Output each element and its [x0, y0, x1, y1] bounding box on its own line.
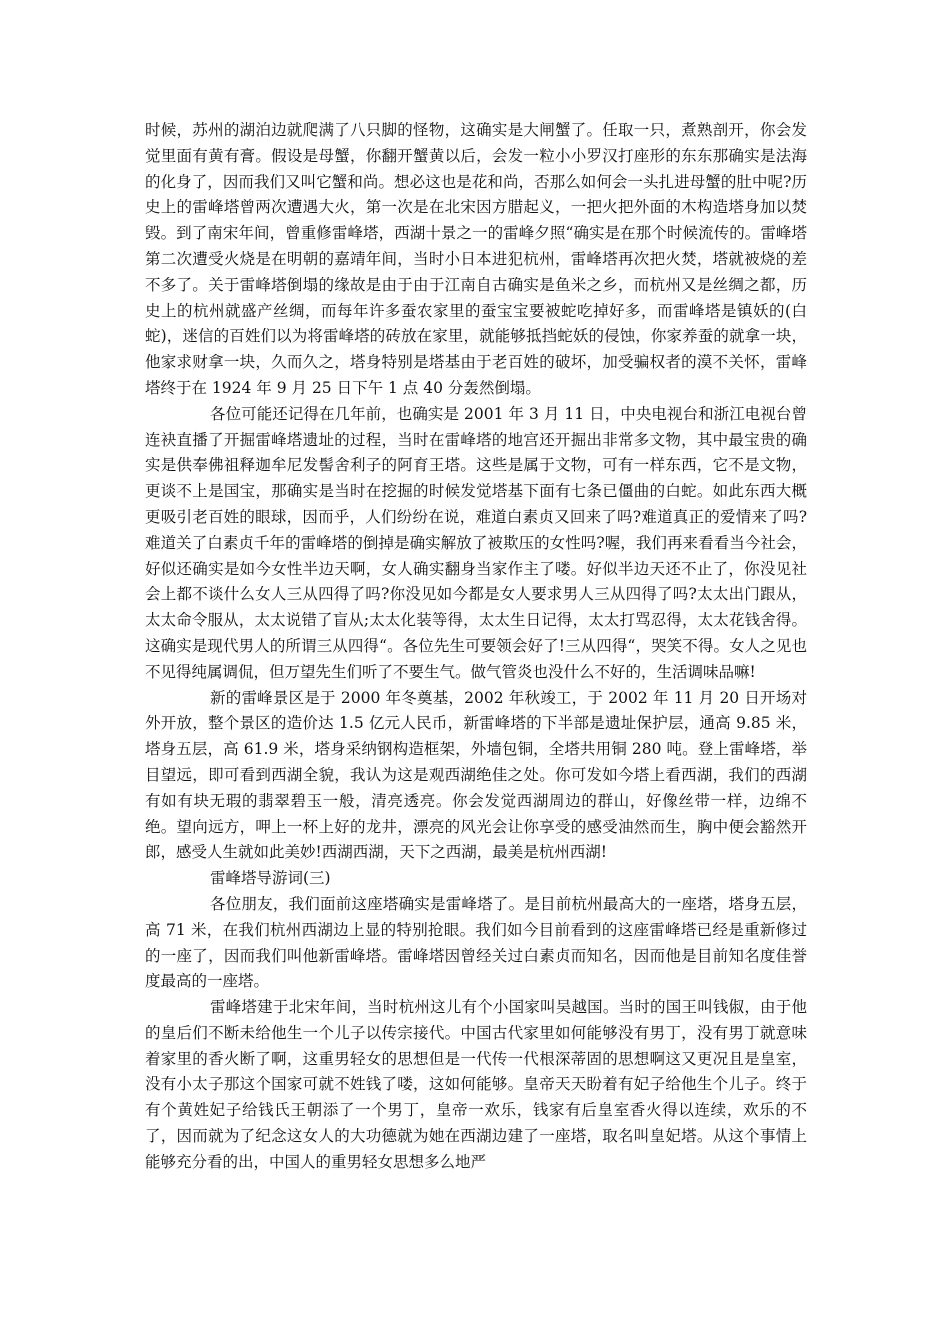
section-heading: 雷峰塔导游词(三)	[210, 869, 331, 888]
paragraph-6: 雷峰塔建于北宋年间，当时杭州这儿有个小国家叫吴越国。当时的国王叫钱俶，由于他的皇后们不断未给他生一个儿子以传宗接代。中国古代家里如何能够没有男丁，没有男丁就意味着家里的香火断了啊，这重男轻女的思想但是一代传一代根深蒂固的思想啊这又更况且是皇室，没有小太子那这个国家可就不姓钱了喽，这如何能够。皇帝天天盼着有妃子给他生个儿子。终于有个黄姓妃子给钱氏王朝添了一个男丁，皇帝一欢乐，钱家有后皇室香火得以连续，欢乐的不了，因而就为了纪念这女人的大功德就为她在西湖边建了一座塔，取名叫皇妃塔。从这个事情上能够充分看的出，中国人的重男轻女思想多么地严	[145, 998, 807, 1171]
paragraph-3: 新的雷峰景区是于 2000 年冬奠基，2002 年秋竣工，于 2002 年 11 月 20 日开场对外开放，整个景区的造价达 1.5 亿元人民币，新雷峰塔的下半部是遗址保护层，通高 9.85 米，塔身五层，高 61.9 米，塔身采纳钢构造框架，外墙包铜，全塔共用铜 280 吨。登上雷峰塔，举目望远，即可看到西湖全貌，我认为这是观西湖绝佳之处。你可发如今塔上看西湖，我们的西湖有如有块无瑕的翡翠碧玉一般，清亮透亮。你会发觉西湖周边的群山，好像丝带一样，边绵不绝。望向远方，呷上一杯上好的龙井，漂亮的风光会让你享受的感受油然而生，胸中便会豁然开郎，感受人生就如此美妙!西湖西湖，天下之西湖，最美是杭州西湖!	[145, 688, 807, 862]
paragraph-2: 各位可能还记得在几年前，也确实是 2001 年 3 月 11 日，中央电视台和浙江电视台曾连袂直播了开掘雷峰塔遗址的过程，当时在雷峰塔的地宫还开掘出非常多文物，其中最宝贵的确实是供奉佛祖释迦牟尼发髻舍利子的阿育王塔。这些是属于文物，可有一样东西，它不是文物，更谈不上是国宝，那确实是当时在挖掘的时候发觉塔基下面有七条已僵曲的白蛇。如此东西大概更吸引老百姓的眼球，因而乎，人们纷纷在说，难道白素贞又回来了吗?难道真正的爱情来了吗?难道关了白素贞千年的雷峰塔的倒掉是确实解放了被欺压的女性吗?喔，我们再来看看当今社会，好似还确实是如今女性半边天啊，女人确实翻身当家作主了喽。好似半边天还不止了，你没见社会上都不谈什么女人三从四得了吗?你没见如今都是女人要求男人三从四得了吗?太太出门跟从，太太命令服从，太太说错了盲从;太太化装等得，太太生日记得，太太打骂忍得，太太花钱舍得。这确实是现代男人的所谓三从四得“。各位先生可要领会好了!三从四得“，哭笑不得。女人之见也不见得纯属调侃，但万望先生们听了不要生气。做气管炎也没什么不好的，生活调味品嘛!	[145, 404, 807, 681]
document-body	[145, 118, 807, 1176]
paragraph-1: 时候，苏州的湖泊边就爬满了八只脚的怪物，这确实是大闸蟹了。任取一只，煮熟剖开，你会发觉里面有黄有膏。假设是母蟹，你翻开蟹黄以后，会发一粒小小罗汉打座形的东东那确实是法海的化身了，因而我们又叫它蟹和尚。想必这也是花和尚，否那么如何会一头扎进母蟹的肚中呢?历史上的雷峰塔曾两次遭遇大火，第一次是在北宋因方腊起义，一把火把外面的木构造塔身加以焚毁。到了南宋年间，曾重修雷峰塔，西湖十景之一的雷峰夕照“确实是在那个时候流传的。雷峰塔第二次遭受火烧是在明朝的嘉靖年间，当时小日本进犯杭州，雷峰塔再次把火焚，塔就被烧的差不多了。关于雷峰塔倒塌的缘故是由于由于江南自古确实是鱼米之乡，而杭州又是丝绸之都，历史上的杭州就盛产丝绸，而每年许多蚕农家里的蚕宝宝要被蛇吃掉好多，而雷峰塔是镇妖的(白蛇)，迷信的百姓们以为将雷峰塔的砖放在家里，就能够抵挡蛇妖的侵蚀，你家养蚕的就拿一块，他家求财拿一块，久而久之，塔身特别是塔基由于老百姓的破坏，加受骗权者的漠不关怀，雷峰塔终于在 1924 年 9 月 25 日下午 1 点 40 分轰然倒塌。	[145, 121, 807, 397]
paragraph-5: 各位朋友，我们面前这座塔确实是雷峰塔了。是目前杭州最高大的一座塔，塔身五层，高 71 米，在我们杭州西湖边上显的特别抢眼。我们如今目前看到的这座雷峰塔已经是重新修过的一座了，因而我们叫他新雷峰塔。雷峰塔因曾经关过白素贞而知名，因而他是目前知名度佳誉度最高的一座塔。	[145, 894, 807, 991]
